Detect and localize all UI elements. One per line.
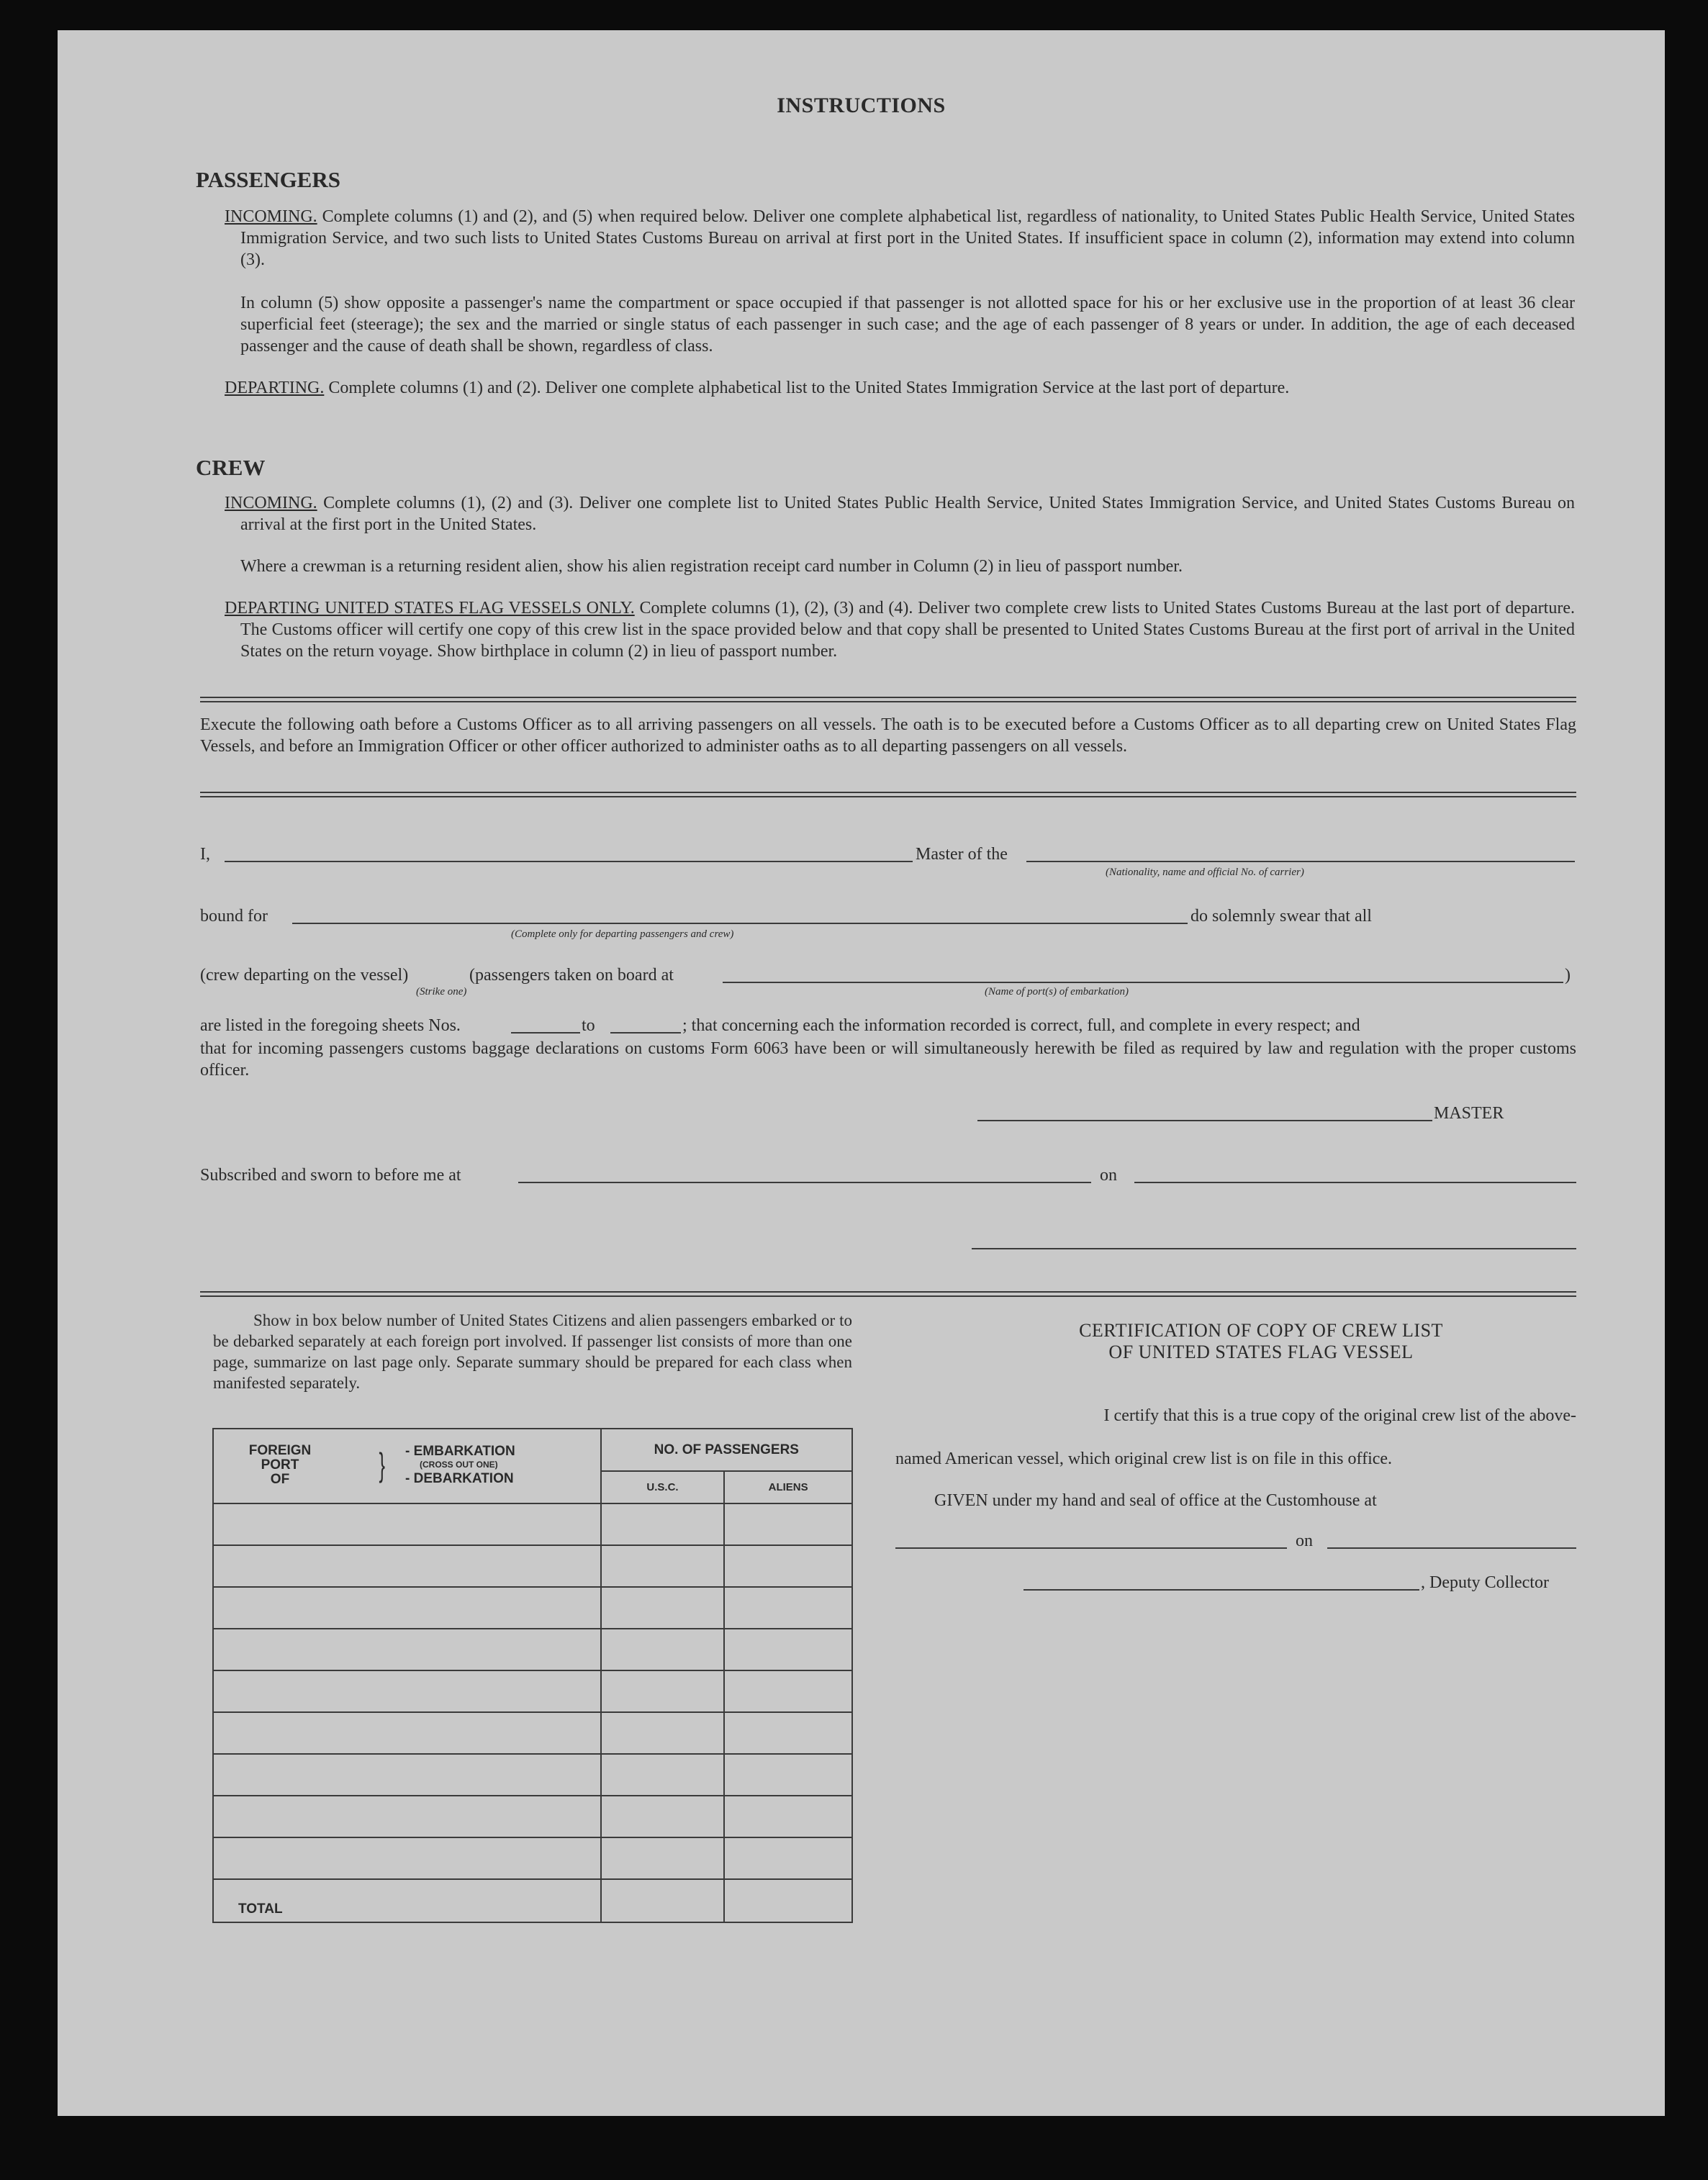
aliens-cell[interactable] (724, 1796, 852, 1837)
aliens-cell[interactable] (724, 1629, 852, 1670)
sheet-to-label: to (582, 1016, 595, 1035)
passengers-departing-paragraph (225, 377, 1575, 399)
embarkation-option[interactable]: - EMBARKATION (405, 1444, 515, 1459)
table-row (213, 1545, 852, 1587)
aliens-cell[interactable] (724, 1754, 852, 1796)
brace-icon: } (379, 1446, 385, 1483)
subscribed-label: Subscribed and sworn to before me at (200, 1166, 461, 1185)
usc-cell[interactable] (601, 1837, 725, 1879)
certification-title (921, 1320, 1601, 1363)
form-page (58, 30, 1665, 2116)
port-cell[interactable] (213, 1837, 601, 1879)
passengers-incoming-lead: INCOMING. (225, 207, 317, 226)
passengers-heading: PASSENGERS (196, 167, 340, 192)
aliens-cell[interactable] (724, 1670, 852, 1712)
bound-for-caption: (Complete only for departing passengers and crew) (511, 928, 734, 940)
foreign-port-of-label (243, 1444, 317, 1487)
usc-cell[interactable] (601, 1712, 725, 1754)
cert-date-field[interactable] (1327, 1547, 1576, 1549)
usc-total-cell[interactable] (601, 1879, 725, 1922)
aliens-total-cell[interactable] (724, 1879, 852, 1922)
port-header-cell (213, 1429, 601, 1503)
master-of-label: Master of the (916, 845, 1008, 864)
table-row (213, 1712, 852, 1754)
port-cell[interactable] (213, 1587, 601, 1629)
oath-i-label: I, (200, 845, 210, 864)
strike-caption: (Strike one) (416, 986, 467, 998)
ports-field[interactable] (723, 982, 1563, 983)
aliens-cell[interactable] (724, 1503, 852, 1545)
sworn-date-field[interactable] (1134, 1182, 1576, 1183)
sheet-to-field[interactable] (610, 1032, 681, 1034)
oath-instructions: Execute the following oath before a Customs Officer as to all arriving passengers on all vessels. The oath is to be executed before a Customs Officer as to all departing crew on United States Flag Vessels, and before an Immigration Officer or other officer authorized to administer oaths as to all departing passengers on all vessels. (200, 715, 1576, 756)
certification-title-line-1: CERTIFICATION OF COPY OF CREW LIST (1079, 1320, 1443, 1341)
passengers-column5-paragraph: In column (5) show opposite a passenger's name the compartment or space occupied if that passenger is not allotted space for his or her exclusive use in the proportion of at least 36 clear superficial feet (steerage); the sex and the married or single status of each passenger in such case; and the age of each passenger of 8 years or under. In addition, the age of each deceased passenger and the cause of death shall be shown, regardless of class. (240, 294, 1575, 356)
port-label: PORT (261, 1457, 299, 1473)
usc-cell[interactable] (601, 1629, 725, 1670)
usc-cell[interactable] (601, 1670, 725, 1712)
bound-for-field[interactable] (292, 923, 1188, 924)
swear-label: do solemnly swear that all (1190, 907, 1372, 926)
certification-text-line-2: named American vessel, which original crew list is on file in this office. (895, 1449, 1393, 1468)
total-row (213, 1879, 852, 1922)
port-cell[interactable] (213, 1629, 601, 1670)
crew-departing-lead: DEPARTING UNITED STATES FLAG VESSELS ONLY. (225, 599, 635, 618)
master-signature-field[interactable] (977, 1120, 1432, 1121)
port-cell[interactable] (213, 1503, 601, 1545)
usc-header: U.S.C. (601, 1471, 725, 1503)
ports-caption: (Name of port(s) of embarkation) (985, 986, 1129, 998)
sworn-on-label: on (1100, 1166, 1117, 1185)
table-row (213, 1587, 852, 1629)
table-row (213, 1629, 852, 1670)
port-cell[interactable] (213, 1754, 601, 1796)
page-title: INSTRUCTIONS (777, 94, 946, 117)
aliens-header: ALIENS (724, 1471, 852, 1503)
table-row (213, 1796, 852, 1837)
divider-double-2 (200, 792, 1576, 797)
passengers-departing-text: Complete columns (1) and (2). Deliver one complete alphabetical list to the United States Immigration Service at the last port of departure. (324, 379, 1290, 397)
port-cell[interactable] (213, 1670, 601, 1712)
divider-double-3 (200, 1291, 1576, 1297)
passengers-incoming-text: Complete columns (1) and (2), and (5) when required below. Deliver one complete alphabetical list, regardless of nationality, to United States Public Health Service, United States Immigration Service, and two such lists to United States Customs Bureau on arrival at first port in the United States. If insufficient space in column (2), information may extend into column (3). (240, 207, 1575, 269)
certification-title-line-2: OF UNITED STATES FLAG VESSEL (1108, 1342, 1414, 1362)
summary-note: Show in box below number of United States Citizens and alien passengers embarked or to be debarked separately at each foreign port involved. If passenger list consists of more than one page, summarize on last page only. Separate summary should be prepared for each class when manifested separately. (213, 1311, 852, 1392)
no-passengers-header: NO. OF PASSENGERS (601, 1429, 852, 1471)
usc-cell[interactable] (601, 1545, 725, 1587)
master-name-field[interactable] (225, 861, 913, 862)
of-label: OF (270, 1472, 290, 1487)
aliens-cell[interactable] (724, 1837, 852, 1879)
divider-double-1 (200, 697, 1576, 702)
deputy-collector-label: , Deputy Collector (1421, 1573, 1549, 1592)
total-label: TOTAL (213, 1879, 601, 1922)
customhouse-field[interactable] (895, 1547, 1287, 1549)
sheet-from-field[interactable] (511, 1032, 580, 1034)
port-cell[interactable] (213, 1796, 601, 1837)
carrier-caption: (Nationality, name and official No. of carrier) (1106, 867, 1304, 878)
crew-resident-paragraph: Where a crewman is a returning resident alien, show his alien registration receipt card number in Column (2) in lieu of passport number. (240, 557, 1183, 576)
crew-incoming-text: Complete columns (1), (2) and (3). Deliver one complete list to United States Public Health Service, United States Immigration Service, and United States Customs Bureau on arrival at the first port in the United States. (240, 494, 1575, 534)
customs-declaration-text: that for incoming passengers customs baggage declarations on customs Form 6063 have been or will simultaneously herewith be filed as required by law and regulation with the proper customs officer. (200, 1039, 1576, 1080)
aliens-cell[interactable] (724, 1712, 852, 1754)
table-row (213, 1837, 852, 1879)
master-label: MASTER (1434, 1104, 1504, 1123)
listed-sheets-label: are listed in the foregoing sheets Nos. (200, 1016, 461, 1035)
deputy-signature-field[interactable] (1024, 1589, 1419, 1591)
crew-incoming-lead: INCOMING. (225, 494, 317, 512)
usc-cell[interactable] (601, 1796, 725, 1837)
usc-cell[interactable] (601, 1503, 725, 1545)
port-cell[interactable] (213, 1545, 601, 1587)
listed-continuation: ; that concerning each the information recorded is correct, full, and complete in every respect; and (682, 1016, 1360, 1035)
passenger-summary-table (212, 1428, 853, 1923)
officer-signature-field[interactable] (972, 1248, 1576, 1249)
table-row (213, 1754, 852, 1796)
bound-for-label: bound for (200, 907, 268, 926)
cert-on-label: on (1296, 1532, 1313, 1550)
passengers-taken-option[interactable]: (passengers taken on board at (469, 966, 674, 985)
usc-cell[interactable] (601, 1587, 725, 1629)
debarkation-option[interactable]: - DEBARKATION (405, 1471, 514, 1486)
given-label: GIVEN under my hand and seal of office at the Customhouse at (934, 1491, 1377, 1510)
foreign-label: FOREIGN (248, 1443, 312, 1458)
crew-departing-text: Complete columns (1), (2), (3) and (4). Deliver two complete crew lists to United States Customs Bureau at the last port of departure. The Customs officer will certify one copy of this crew list in the space provided below and that copy shall be presented to United States Customs Bureau at the first port of arrival in the United States on the return voyage. Show birthplace in column (2) in lieu of passport number. (240, 599, 1575, 661)
sworn-location-field[interactable] (518, 1182, 1091, 1183)
close-paren: ) (1565, 966, 1571, 985)
table-row (213, 1503, 852, 1545)
certification-text-line-1: I certify that this is a true copy of the original crew list of the above- (1103, 1406, 1576, 1425)
cross-out-caption: (CROSS OUT ONE) (420, 1460, 498, 1470)
table-row (213, 1670, 852, 1712)
crew-departing-paragraph (225, 597, 1575, 662)
aliens-cell[interactable] (724, 1587, 852, 1629)
crew-heading: CREW (196, 455, 266, 480)
crew-incoming-paragraph (225, 492, 1575, 535)
passengers-incoming-paragraph (225, 206, 1575, 271)
passengers-departing-lead: DEPARTING. (225, 379, 325, 397)
port-cell[interactable] (213, 1712, 601, 1754)
carrier-field[interactable] (1026, 861, 1575, 862)
aliens-cell[interactable] (724, 1545, 852, 1587)
crew-departing-option[interactable]: (crew departing on the vessel) (200, 966, 409, 985)
usc-cell[interactable] (601, 1754, 725, 1796)
